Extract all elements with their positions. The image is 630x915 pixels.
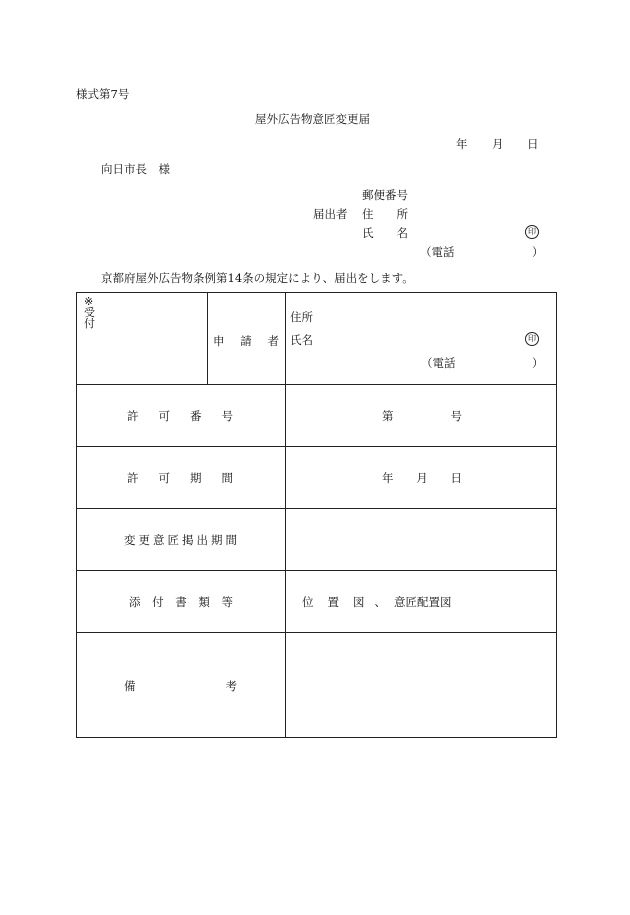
statement: 京都府屋外広告物条例第14条の規定により、届出をします。 [101, 271, 414, 285]
permit-number-value: 第 号 [382, 409, 462, 423]
row-divider [77, 384, 556, 385]
phone-close: ） [532, 245, 544, 259]
form-number: 様式第7号 [76, 87, 130, 101]
date-month-label: 月 [492, 137, 504, 151]
date-day-label: 日 [527, 137, 539, 151]
reception-mark: ※ [84, 295, 94, 308]
reception-cell: ※ 受 付 [84, 295, 95, 330]
column-divider [285, 293, 286, 737]
form-title: 屋外広告物意匠変更届 [255, 112, 370, 126]
seal-icon: 印 [525, 332, 539, 346]
permit-number-label: 許 可 番 号 [127, 409, 233, 423]
addressee: 向日市長 様 [101, 162, 170, 176]
form-table [76, 292, 557, 738]
applicant-phone-label: （電話 [421, 356, 456, 370]
row-divider [77, 570, 556, 571]
attached-documents-label: 添 付 書 類 等 [129, 595, 233, 609]
remarks-label: 備 考 [124, 679, 237, 693]
permit-period-label: 許 可 期 間 [127, 471, 233, 485]
address-label: 住 所 [362, 207, 408, 221]
applicant-address-label: 住所 [290, 310, 313, 324]
postal-code-label: 郵便番号 [362, 188, 408, 202]
reception-divider [207, 293, 208, 384]
applicant-phone-close: ） [532, 356, 544, 370]
phone-label: （電話 [420, 245, 455, 259]
attached-documents-value: 位 置 図 、 意匠配置図 [302, 595, 452, 609]
applicant-name-label: 氏名 [290, 333, 313, 347]
name-label: 氏 名 [362, 226, 408, 240]
date-year-label: 年 [456, 137, 468, 151]
design-display-period-label: 変 更 意 匠 掲 出 期 間 [124, 533, 237, 547]
row-divider [77, 508, 556, 509]
notifier-label: 届出者 [313, 207, 348, 221]
applicant-label: 申 請 者 [213, 334, 279, 348]
seal-icon: 印 [525, 225, 539, 239]
row-divider [77, 632, 556, 633]
permit-period-value: 年 月 日 [382, 471, 462, 485]
row-divider [77, 446, 556, 447]
